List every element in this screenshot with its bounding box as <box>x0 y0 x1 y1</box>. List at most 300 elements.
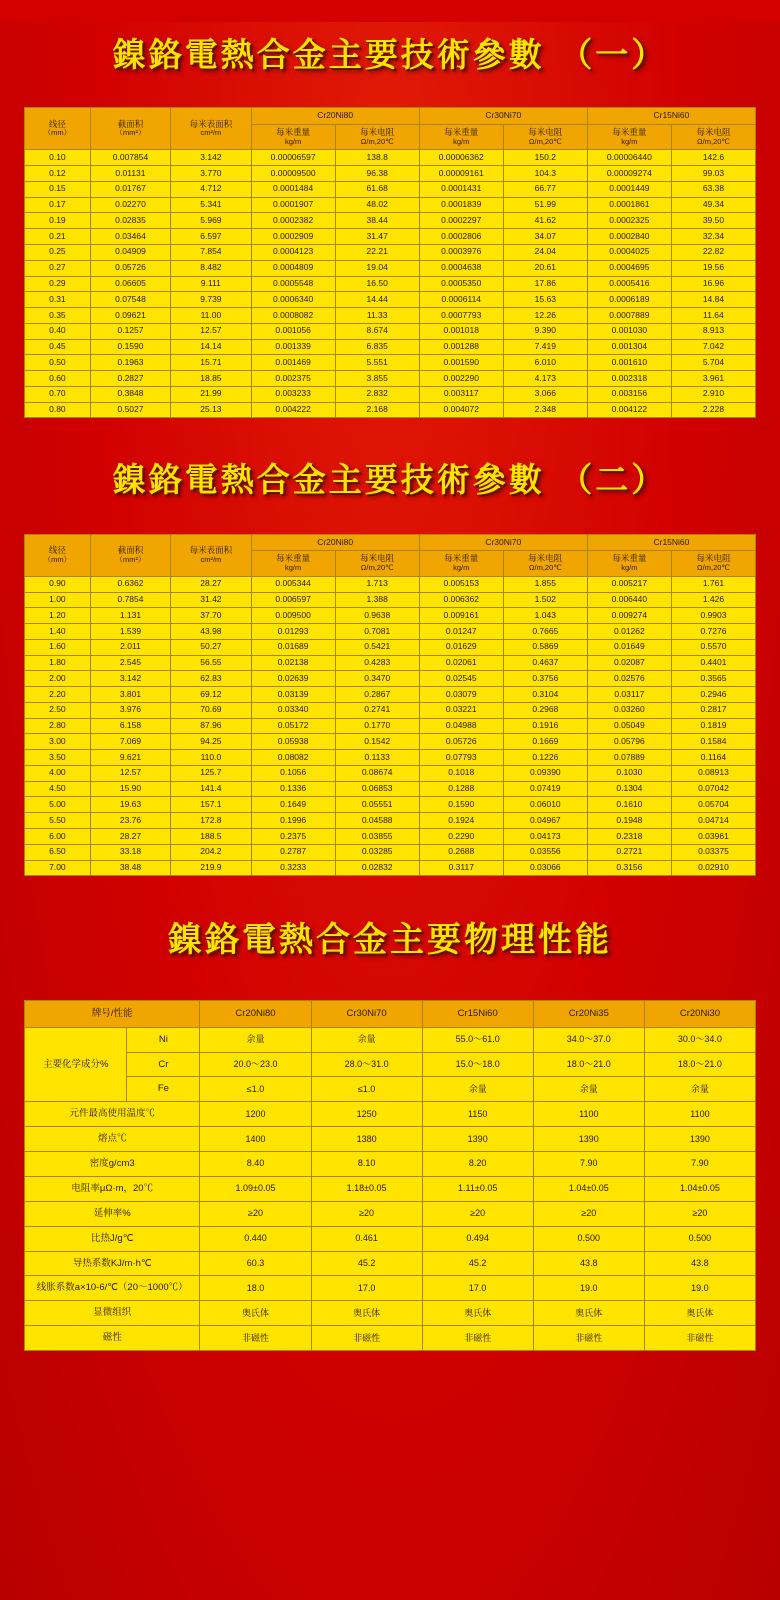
table-cell: 0.02639 <box>251 671 335 687</box>
table-cell: 0.03340 <box>251 702 335 718</box>
th-wire-dia-unit: （mm） <box>43 128 72 138</box>
th-weight-1-unit: kg/m <box>284 136 302 146</box>
table-cell: 11.33 <box>335 308 419 324</box>
table-cell: 0.001590 <box>419 355 503 371</box>
table-cell: 61.68 <box>335 181 419 197</box>
phys-row-label: 熔点℃ <box>25 1127 200 1152</box>
phys-sub-label: Fe <box>127 1077 200 1102</box>
table-cell: 9.621 <box>90 750 170 766</box>
phys-cell: 20.0～23.0 <box>200 1052 311 1077</box>
table-cell: 0.1584 <box>671 734 755 750</box>
table-cell: 0.005217 <box>587 576 671 592</box>
table-cell: 0.3233 <box>251 860 335 876</box>
phys-cell: 0.494 <box>422 1226 533 1251</box>
table-cell: 0.2318 <box>587 829 671 845</box>
table-cell: 0.03855 <box>335 829 419 845</box>
table-cell: 12.26 <box>503 308 587 324</box>
table-cell: 38.48 <box>90 860 170 876</box>
phys-cell: 0.440 <box>200 1226 311 1251</box>
table-cell: 0.003233 <box>251 386 335 402</box>
table-cell: 1.761 <box>671 576 755 592</box>
table-row <box>25 608 756 624</box>
table-cell: 31.47 <box>335 229 419 245</box>
th2-res-3 <box>671 551 755 576</box>
cell-wire-diameter: 4.50 <box>25 781 91 797</box>
table-cell: 0.0005416 <box>587 276 671 292</box>
table-cell: 31.42 <box>171 592 251 608</box>
table-cell: 0.009500 <box>251 608 335 624</box>
table-row <box>25 718 756 734</box>
table-cell: 0.004122 <box>587 402 671 418</box>
table-cell: 19.04 <box>335 260 419 276</box>
table-cell: 0.05938 <box>251 734 335 750</box>
table-row <box>25 1027 756 1052</box>
table-cell: 1.855 <box>503 576 587 592</box>
table-cell: 16.96 <box>671 276 755 292</box>
tech-params-table-2 <box>24 534 756 877</box>
table-cell: 33.18 <box>90 844 170 860</box>
th2-wire-dia <box>25 534 91 576</box>
table-cell: 0.00006597 <box>251 150 335 166</box>
phys-header-row <box>25 1000 756 1027</box>
table-cell: 0.001030 <box>587 323 671 339</box>
table-cell: 7.069 <box>90 734 170 750</box>
table-cell: 0.7081 <box>335 624 419 640</box>
phys-cell: 1100 <box>644 1102 755 1127</box>
phys-cell: 18.0～21.0 <box>533 1052 644 1077</box>
cell-wire-diameter: 2.50 <box>25 702 91 718</box>
physical-properties-table <box>24 1000 756 1351</box>
th2-res-1-unit: Ω/m,20℃ <box>360 563 394 573</box>
table-cell: 0.04988 <box>419 718 503 734</box>
phys-cell: 43.8 <box>533 1251 644 1276</box>
section-1-table-wrap <box>0 107 780 418</box>
table-cell: 3.976 <box>90 702 170 718</box>
table-cell: 1.539 <box>90 624 170 640</box>
th2-group-cr15ni60: Cr15Ni60 <box>587 534 755 551</box>
table-cell: 0.02087 <box>587 655 671 671</box>
table-cell: 2.545 <box>90 655 170 671</box>
table-cell: 0.03375 <box>671 844 755 860</box>
table-cell: 5.969 <box>171 213 251 229</box>
table-cell: 141.4 <box>171 781 251 797</box>
table-2-header-row-1 <box>25 534 756 551</box>
table-cell: 0.1590 <box>90 339 170 355</box>
table-cell: 43.98 <box>171 624 251 640</box>
table-cell: 0.2946 <box>671 687 755 703</box>
table-row <box>25 844 756 860</box>
table-row <box>25 1276 756 1301</box>
phys-cell: 奥氏体 <box>200 1301 311 1326</box>
table-row <box>25 1226 756 1251</box>
table-cell: 172.8 <box>171 813 251 829</box>
table-cell: 0.4283 <box>335 655 419 671</box>
table-cell: 157.1 <box>171 797 251 813</box>
th2-weight-3-unit: kg/m <box>621 563 638 573</box>
table-cell: 0.1819 <box>671 718 755 734</box>
phys-cell: 18.0 <box>200 1276 311 1301</box>
table-cell: 7.042 <box>671 339 755 355</box>
phys-cell: 1380 <box>311 1127 422 1152</box>
phys-cell: 奥氏体 <box>533 1301 644 1326</box>
table-cell: 0.0001839 <box>419 197 503 213</box>
cell-wire-diameter: 0.70 <box>25 386 91 402</box>
table-row <box>25 150 756 166</box>
table-row <box>25 308 756 324</box>
table-cell: 0.03139 <box>251 687 335 703</box>
section-3-table-wrap <box>0 1000 780 1351</box>
phys-cell: 0.461 <box>311 1226 422 1251</box>
phys-cell: 1400 <box>200 1127 311 1152</box>
cell-wire-diameter: 5.00 <box>25 797 91 813</box>
phys-cell: 17.0 <box>311 1276 422 1301</box>
table-cell: 0.06853 <box>335 781 419 797</box>
phys-cell: ≥20 <box>644 1201 755 1226</box>
table-cell: 0.1164 <box>671 750 755 766</box>
th2-weight-2-unit: kg/m <box>453 563 470 573</box>
table-cell: 0.01649 <box>587 639 671 655</box>
th2-group-cr20ni80: Cr20Ni80 <box>251 534 419 551</box>
table-row <box>25 624 756 640</box>
table-cell: 56.55 <box>171 655 251 671</box>
table-cell: 0.0007793 <box>419 308 503 324</box>
phys-cell: 奥氏体 <box>644 1301 755 1326</box>
table-row <box>25 355 756 371</box>
table-cell: 0.02061 <box>419 655 503 671</box>
table-cell: 0.00009161 <box>419 166 503 182</box>
table-cell: 0.7665 <box>503 624 587 640</box>
table-cell: 0.0004123 <box>251 244 335 260</box>
table-cell: 0.004072 <box>419 402 503 418</box>
table-cell: 0.03556 <box>503 844 587 860</box>
table-cell: 0.1304 <box>587 781 671 797</box>
table-cell: 38.44 <box>335 213 419 229</box>
cell-wire-diameter: 7.00 <box>25 860 91 876</box>
table-row <box>25 592 756 608</box>
phys-cell: ≥20 <box>533 1201 644 1226</box>
table-cell: 0.0004695 <box>587 260 671 276</box>
table-cell: 0.6362 <box>90 576 170 592</box>
table-cell: 49.34 <box>671 197 755 213</box>
phys-cell: 1100 <box>533 1102 644 1127</box>
table-cell: 0.0002297 <box>419 213 503 229</box>
table-cell: 0.5421 <box>335 639 419 655</box>
table-cell: 0.002375 <box>251 371 335 387</box>
th-group-cr15ni60: Cr15Ni60 <box>587 108 755 125</box>
cell-wire-diameter: 2.20 <box>25 687 91 703</box>
table-cell: 188.5 <box>171 829 251 845</box>
table-cell: 99.03 <box>671 166 755 182</box>
cell-wire-diameter: 1.60 <box>25 639 91 655</box>
table-cell: 8.674 <box>335 323 419 339</box>
cell-wire-diameter: 2.00 <box>25 671 91 687</box>
table-row <box>25 323 756 339</box>
phys-row-label-chemical: 主要化学成分% <box>25 1027 127 1102</box>
table-cell: 39.50 <box>671 213 755 229</box>
th2-area-unit: （mm²） <box>115 554 146 564</box>
table-cell: 3.961 <box>671 371 755 387</box>
table-cell: 6.158 <box>90 718 170 734</box>
bottom-spacer <box>0 1351 780 1369</box>
table-cell: 0.1948 <box>587 813 671 829</box>
table-cell: 0.3756 <box>503 671 587 687</box>
table-row <box>25 276 756 292</box>
table-row <box>25 860 756 876</box>
th-weight-2 <box>419 124 503 149</box>
phys-cell: ≤1.0 <box>311 1077 422 1102</box>
cell-wire-diameter: 0.90 <box>25 576 91 592</box>
table-cell: 0.001056 <box>251 323 335 339</box>
cell-wire-diameter: 2.80 <box>25 718 91 734</box>
cell-wire-diameter: 0.60 <box>25 371 91 387</box>
table-cell: 0.3470 <box>335 671 419 687</box>
table-cell: 22.21 <box>335 244 419 260</box>
phys-row-label: 导热系数KJ/m·h℃ <box>25 1251 200 1276</box>
th2-surface-unit: cm²/m <box>200 554 222 564</box>
cell-wire-diameter: 0.50 <box>25 355 91 371</box>
table-cell: 0.0003976 <box>419 244 503 260</box>
table-cell: 8.913 <box>671 323 755 339</box>
th2-res-1 <box>335 551 419 576</box>
table-cell: 21.99 <box>171 386 251 402</box>
phys-cell: 余量 <box>533 1077 644 1102</box>
phys-cell: 1150 <box>422 1102 533 1127</box>
table-cell: 19.63 <box>90 797 170 813</box>
phys-th-cr30ni70: Cr30Ni70 <box>311 1000 422 1027</box>
th-surface <box>171 108 251 150</box>
table-cell: 11.00 <box>171 308 251 324</box>
table-cell: 1.426 <box>671 592 755 608</box>
table-row <box>25 260 756 276</box>
table-row <box>25 402 756 418</box>
table-cell: 0.0002806 <box>419 229 503 245</box>
table-cell: 69.12 <box>171 687 251 703</box>
cell-wire-diameter: 0.35 <box>25 308 91 324</box>
table-cell: 0.0002909 <box>251 229 335 245</box>
table-row <box>25 750 756 766</box>
th2-res-2 <box>503 551 587 576</box>
cell-wire-diameter: 0.19 <box>25 213 91 229</box>
phys-cell: 45.2 <box>311 1251 422 1276</box>
table-row <box>25 702 756 718</box>
table-cell: 1.131 <box>90 608 170 624</box>
table-cell: 28.27 <box>171 576 251 592</box>
table-cell: 0.004222 <box>251 402 335 418</box>
table-cell: 0.04714 <box>671 813 755 829</box>
phys-cell: 19.0 <box>644 1276 755 1301</box>
table-1-header-row-1 <box>25 108 756 125</box>
phys-cell: 17.0 <box>422 1276 533 1301</box>
table-cell: 0.003156 <box>587 386 671 402</box>
table-row <box>25 671 756 687</box>
table-cell: 104.3 <box>503 166 587 182</box>
phys-cell: 1.04±0.05 <box>644 1176 755 1201</box>
table-cell: 0.0004638 <box>419 260 503 276</box>
table-cell: 0.2741 <box>335 702 419 718</box>
table-cell: 11.64 <box>671 308 755 324</box>
table-2-head <box>25 534 756 576</box>
table-cell: 0.009161 <box>419 608 503 624</box>
table-cell: 37.70 <box>171 608 251 624</box>
phys-table-head <box>25 1000 756 1027</box>
table-cell: 23.76 <box>90 813 170 829</box>
cell-wire-diameter: 1.20 <box>25 608 91 624</box>
table-cell: 0.1649 <box>251 797 335 813</box>
table-cell: 0.007854 <box>90 150 170 166</box>
table-cell: 14.84 <box>671 292 755 308</box>
table-cell: 6.010 <box>503 355 587 371</box>
phys-cell: 余量 <box>422 1077 533 1102</box>
table-cell: 0.04967 <box>503 813 587 829</box>
table-cell: 0.03961 <box>671 829 755 845</box>
table-cell: 0.005344 <box>251 576 335 592</box>
table-cell: 0.0005548 <box>251 276 335 292</box>
table-cell: 125.7 <box>171 765 251 781</box>
table-row <box>25 1176 756 1201</box>
phys-cell: 奥氏体 <box>422 1301 533 1326</box>
table-cell: 20.61 <box>503 260 587 276</box>
table-cell: 0.05704 <box>671 797 755 813</box>
table-cell: 70.69 <box>171 702 251 718</box>
cell-wire-diameter: 3.50 <box>25 750 91 766</box>
table-cell: 0.07419 <box>503 781 587 797</box>
table-cell: 0.0002382 <box>251 213 335 229</box>
table-cell: 34.07 <box>503 229 587 245</box>
phys-cell: 45.2 <box>422 1251 533 1276</box>
phys-cell: 18.0～21.0 <box>644 1052 755 1077</box>
table-cell: 0.1257 <box>90 323 170 339</box>
table-cell: 18.85 <box>171 371 251 387</box>
cell-wire-diameter: 1.40 <box>25 624 91 640</box>
table-cell: 0.002290 <box>419 371 503 387</box>
table-cell: 48.02 <box>335 197 419 213</box>
table-row <box>25 1102 756 1127</box>
phys-row-label: 延伸率% <box>25 1201 200 1226</box>
th-area-label: 截面积 <box>117 118 144 129</box>
table-cell: 63.38 <box>671 181 755 197</box>
table-cell: 0.01131 <box>90 166 170 182</box>
th2-weight-3 <box>587 551 671 576</box>
th-weight-3 <box>587 124 671 149</box>
table-row <box>25 1301 756 1326</box>
table-cell: 0.0001907 <box>251 197 335 213</box>
table-1-head <box>25 108 756 150</box>
cell-wire-diameter: 0.21 <box>25 229 91 245</box>
table-cell: 0.07793 <box>419 750 503 766</box>
phys-cell: 43.8 <box>644 1251 755 1276</box>
table-row <box>25 386 756 402</box>
table-cell: 0.0001484 <box>251 181 335 197</box>
section-3-title: 鎳鉻電熱合金主要物理性能 <box>168 920 612 961</box>
table-cell: 32.34 <box>671 229 755 245</box>
table-cell: 0.02270 <box>90 197 170 213</box>
th2-weight-3-label: 每米重量 <box>612 553 647 564</box>
cell-wire-diameter: 0.40 <box>25 323 91 339</box>
table-cell: 0.001288 <box>419 339 503 355</box>
table-row <box>25 829 756 845</box>
phys-cell: 余量 <box>311 1027 422 1052</box>
th-weight-2-unit: kg/m <box>453 136 470 146</box>
th2-res-2-unit: Ω/m,20℃ <box>528 563 562 573</box>
table-cell: 96.38 <box>335 166 419 182</box>
cell-wire-diameter: 1.00 <box>25 592 91 608</box>
table-cell: 0.00006440 <box>587 150 671 166</box>
cell-wire-diameter: 0.29 <box>25 276 91 292</box>
table-cell: 0.2290 <box>419 829 503 845</box>
th2-weight-2-label: 每米重量 <box>444 553 479 564</box>
th2-weight-1-unit: kg/m <box>284 563 302 573</box>
phys-cell: 30.0～34.0 <box>644 1027 755 1052</box>
cell-wire-diameter: 4.00 <box>25 765 91 781</box>
cell-wire-diameter: 1.80 <box>25 655 91 671</box>
table-cell: 19.56 <box>671 260 755 276</box>
table-cell: 0.0006114 <box>419 292 503 308</box>
table-cell: 2.011 <box>90 639 170 655</box>
table-cell: 0.2827 <box>90 371 170 387</box>
phys-th-cr15ni60: Cr15Ni60 <box>422 1000 533 1027</box>
th2-res-1-label: 每米电阻 <box>360 553 395 564</box>
th-area <box>90 108 170 150</box>
cell-wire-diameter: 0.31 <box>25 292 91 308</box>
table-cell: 3.770 <box>171 166 251 182</box>
phys-cell: ≤1.0 <box>200 1077 311 1102</box>
table-cell: 138.8 <box>335 150 419 166</box>
th2-group-cr30ni70: Cr30Ni70 <box>419 534 587 551</box>
table-cell: 0.2968 <box>503 702 587 718</box>
table-row <box>25 1052 756 1077</box>
table-cell: 0.3117 <box>419 860 503 876</box>
phys-cell: 55.0～61.0 <box>422 1027 533 1052</box>
table-row <box>25 734 756 750</box>
th2-res-3-label: 每米电阻 <box>696 553 731 564</box>
table-cell: 0.1542 <box>335 734 419 750</box>
table-2-body <box>25 576 756 876</box>
table-row <box>25 371 756 387</box>
table-cell: 0.006362 <box>419 592 503 608</box>
phys-cell: 非磁性 <box>422 1326 533 1351</box>
table-cell: 5.704 <box>671 355 755 371</box>
table-cell: 0.9638 <box>335 608 419 624</box>
table-cell: 204.2 <box>171 844 251 860</box>
phys-cell: 7.90 <box>533 1152 644 1177</box>
th2-weight-2 <box>419 551 503 576</box>
table-row <box>25 197 756 213</box>
phys-th-cr20ni30: Cr20Ni30 <box>644 1000 755 1027</box>
table-cell: 150.2 <box>503 150 587 166</box>
table-cell: 15.90 <box>90 781 170 797</box>
table-cell: 0.0001431 <box>419 181 503 197</box>
table-cell: 5.341 <box>171 197 251 213</box>
phys-row-label: 磁性 <box>25 1326 200 1351</box>
table-cell: 15.71 <box>171 355 251 371</box>
table-cell: 28.27 <box>90 829 170 845</box>
poster-page <box>0 22 780 1600</box>
phys-cell: 非磁性 <box>311 1326 422 1351</box>
table-cell: 110.0 <box>171 750 251 766</box>
table-cell: 4.712 <box>171 181 251 197</box>
table-cell: 0.001339 <box>251 339 335 355</box>
phys-cell: 余量 <box>644 1077 755 1102</box>
th-weight-3-unit: kg/m <box>621 136 638 146</box>
table-cell: 6.835 <box>335 339 419 355</box>
table-cell: 0.02545 <box>419 671 503 687</box>
table-cell: 0.1226 <box>503 750 587 766</box>
table-cell: 3.142 <box>171 150 251 166</box>
table-cell: 0.5027 <box>90 402 170 418</box>
table-cell: 0.0006189 <box>587 292 671 308</box>
table-cell: 1.502 <box>503 592 587 608</box>
table-cell: 0.06010 <box>503 797 587 813</box>
